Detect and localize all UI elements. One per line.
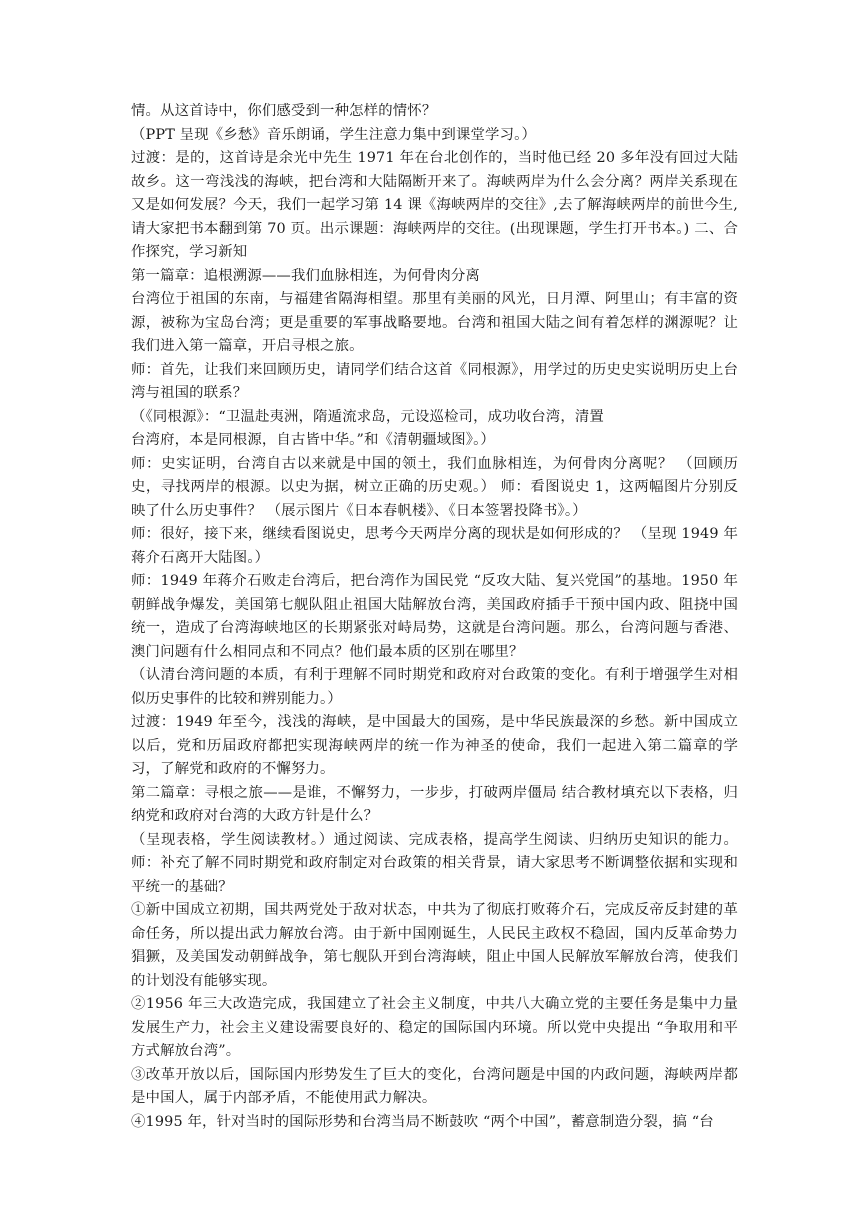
paragraph: 师：1949 年蒋介石败走台湾后，把台湾作为国民党 “反攻大陆、复兴党国”的基地。1950 年朝鲜战争爆发，美国第七舰队阻止祖国大陆解放台湾，美国政府插手干预中国内政、阻挠中国统一，造成了台湾海峡地区的长期紧张对峙局势，这就是台湾问题。那么，台湾问题与香港、澳门问题有什么相同点和不同点？他们最本质的区别在哪里？ — [131, 573, 738, 660]
list-item: ②1956 年三大改造完成，我国建立了社会主义制度，中共八大确立党的主要任务是集中力量发展生产力，社会主义建设需要良好的、稳定的国际国内环境。所以党中央提出 “争取用和平方式解放台湾”。 — [131, 996, 738, 1059]
paragraph: （《同根源》：“卫温赴夷洲，隋遁流求岛，元设巡检司，成功收台湾，清置 — [131, 408, 604, 425]
paragraph: 过渡：1949 年至今，浅浅的海峡，是中国最大的国殇，是中华民族最深的乡愁。新中国成立以后，党和历届政府都把实现海峡两岸的统一作为神圣的使命，我们一起进入第二篇章的学习，了解党和政府的不懈努力。 — [131, 714, 738, 777]
paragraph: 师：首先，让我们来回顾历史，请同学们结合这首《同根源》，用学过的历史史实说明历史上台湾与祖国的联系？ — [131, 361, 738, 401]
paragraph: 台湾位于祖国的东南，与福建省隔海相望。那里有美丽的风光，日月潭、阿里山；有丰富的资源，被称为宝岛台湾；更是重要的军事战略要地。台湾和祖国大陆之间有着怎样的渊源呢？让我们进入第一篇章，开启寻根之旅。 — [131, 291, 738, 354]
paragraph: （认清台湾问题的本质，有利于理解不同时期党和政府对台政策的变化。有利于增强学生对相似历史事件的比较和辨别能力。） — [131, 667, 738, 707]
paragraph: （呈现表格，学生阅读教材。）通过阅读、完成表格，提高学生阅读、归纳历史知识的能力。师：补充了解不同时期党和政府制定对台政策的相关背景，请大家思考不断调整依据和实现和平统一的基础？ — [131, 831, 738, 895]
document-page — [131, 100, 738, 1134]
section-heading: 第一篇章：追根溯源——我们血脉相连，为何骨肉分离 — [131, 267, 480, 284]
section-heading: 第二篇章：寻根之旅——是谁，不懈努力，一步步，打破两岸僵局 结合教材填充以下表格，归纳党和政府对台湾的大政方针是什么？ — [131, 784, 738, 824]
paragraph: 师：很好，接下来，继续看图说史，思考今天两岸分离的现状是如何形成的？ （呈现 1949 年蒋介石离开大陆图。） — [131, 526, 738, 566]
list-item: ①新中国成立初期，国共两党处于敌对状态，中共为了彻底打败蒋介石，完成反帝反封建的革命任务，所以提出武力解放台湾。由于新中国刚诞生，人民民主政权不稳固，国内反革命势力猖獗，及美国发动朝鲜战争，第七舰队开到台湾海峡，阻止中国人民解放军解放台湾，使我们的计划没有能够实现。 — [131, 902, 738, 989]
paragraph: 台湾府，本是同根源，自古皆中华。”和《清朝疆域图》。） — [131, 432, 495, 448]
paragraph: 情。从这首诗中，你们感受到一种怎样的情怀？ — [131, 103, 437, 119]
list-item: ④1995 年，针对当时的国际形势和台湾当局不断鼓吹 “两个中国”，蓄意制造分裂，搞 “台 — [131, 1113, 714, 1130]
list-item: ③改革开放以后，国际国内形势发生了巨大的变化，台湾问题是中国的内政问题，海峡两岸都是中国人，属于内部矛盾，不能使用武力解决。 — [131, 1066, 738, 1106]
paragraph: （PPT 呈现《乡愁》音乐朗诵，学生注意力集中到课堂学习。） — [131, 126, 536, 143]
paragraph: 师：史实证明，台湾自古以来就是中国的领土，我们血脉相连，为何骨肉分离呢？ （回顾历史，寻找两岸的根源。以史为据，树立正确的历史观。） 师：看图说史 1，这两幅图片分别反映了什么历史事件？ （展示图片《日本春帆楼》、《日本签署投降书》。） — [131, 455, 738, 519]
paragraph: 过渡：是的，这首诗是余光中先生 1971 年在台北创作的，当时他已经 20 多年没有回过大陆故乡。这一弯浅浅的海峡，把台湾和大陆隔断开来了。海峡两岸为什么会分离？两岸关系现在又是如何发展？今天，我们一起学习第 14 课《海峡两岸的交往》,去了解海峡两岸的前世今生,请大家把书本翻到第 70 页。出示课题：海峡两岸的交往。(出现课题，学生打开书本。) 二、合作探究，学习新知 — [131, 150, 738, 260]
